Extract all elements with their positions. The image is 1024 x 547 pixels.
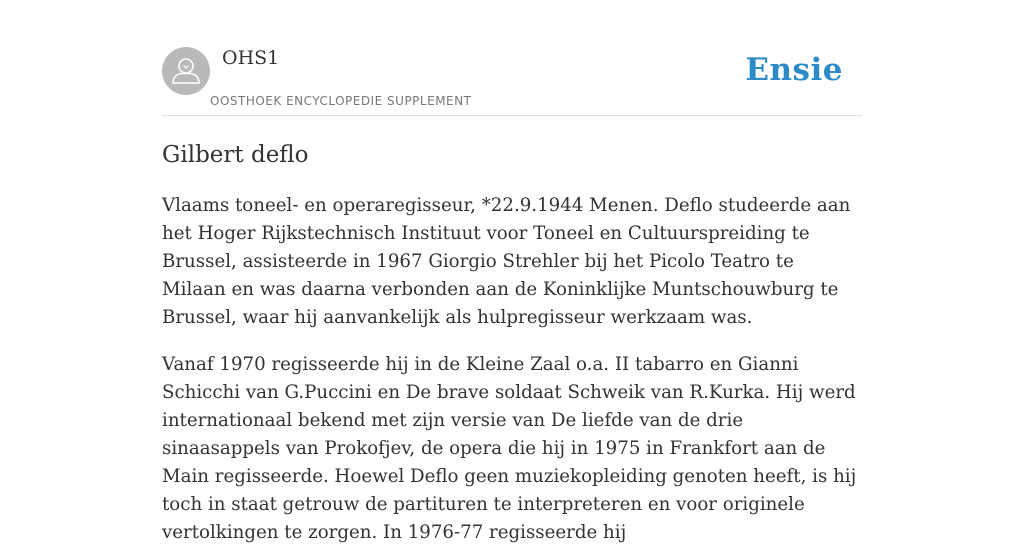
article-paragraph: Vanaf 1970 regisseerde hij in de Kleine Zaal o.a. II tabarro en Gianni Schicchi van G.Puccini en De brave soldaat Schweik van R.Kurka. Hij werd internationaal bekend met zijn versie van De liefde van de drie sinaasappels van Prokofjev, de opera die hij in 1975 in Frankfort aan de Main regisseerde. Hoewel Deflo geen muziekopleiding genoten heeft, is hij toch in staat getrouw de partituren te interpreteren en voor originele vertolkingen te zorgen. In 1976-77 regisseerde hij xyxy=(162,354,857,543)
article-title: Gilbert deflo xyxy=(162,142,309,168)
article xyxy=(162,136,862,547)
header xyxy=(162,0,862,116)
username[interactable]: OHS1 xyxy=(222,47,280,69)
source-label[interactable]: OOSTHOEK ENCYCLOPEDIE SUPPLEMENT xyxy=(210,94,472,108)
ensie-logo[interactable]: Ensie xyxy=(745,52,843,88)
avatar-person-icon xyxy=(162,47,210,95)
user-avatar-icon[interactable] xyxy=(162,47,210,95)
article-paragraph: Vlaams toneel- en operaregisseur, *22.9.1944 Menen. Deflo studeerde aan het Hoger Rijkstechnisch Instituut voor Toneel en Cultuurspreiding te Brussel, assisteerde in 1967 Giorgio Strehler bij het Picolo Teatro te Milaan en was daarna verbonden aan de Koninklijke Muntschouwburg te Brussel, waar hij aanvankelijk als hulpregisseur werkzaam was. xyxy=(162,195,851,328)
